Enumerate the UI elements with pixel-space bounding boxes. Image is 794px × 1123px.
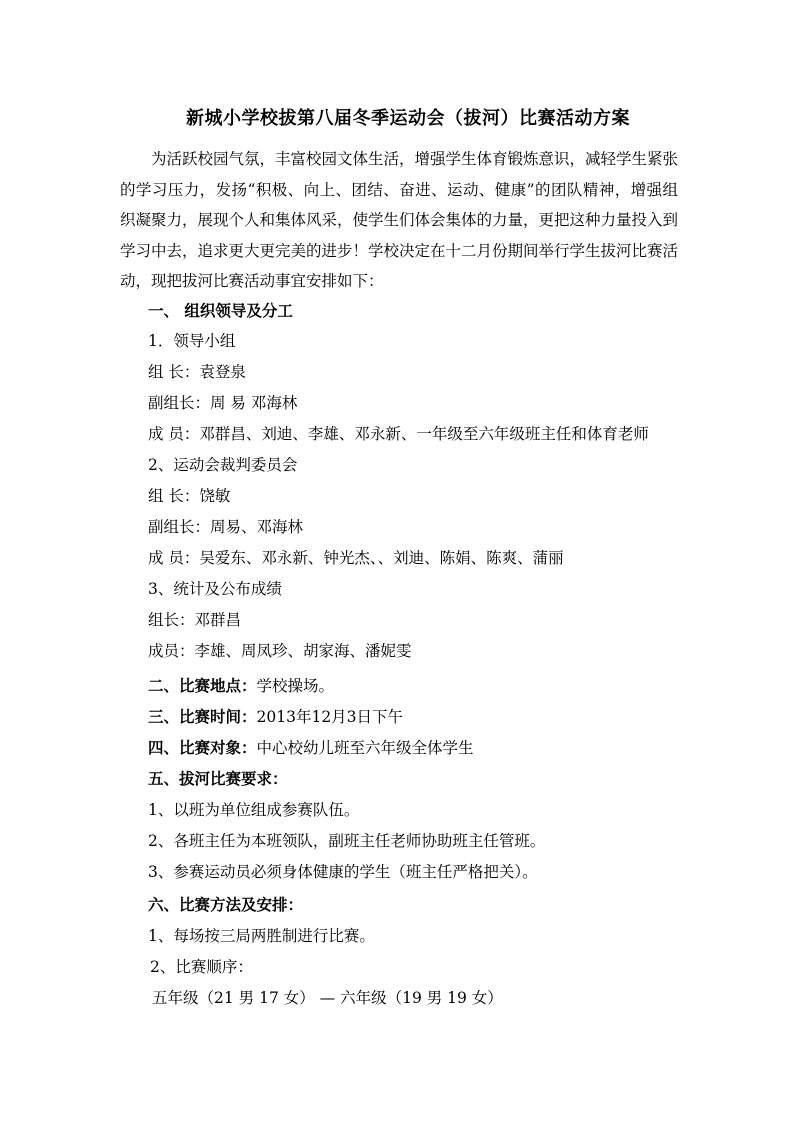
section1-heading: 一、 组织领导及分工	[148, 301, 293, 320]
statistics-heading: 3、统计及公布成绩	[148, 580, 282, 598]
method-2: 2、比赛顺序：	[150, 958, 253, 976]
requirement-3: 3、参赛运动员必须身体健康的学生（班主任严格把关）。	[148, 863, 538, 881]
leadership-deputy: 副组长：周 易 邓海林	[148, 394, 298, 412]
section2-value: 学校操场。	[256, 677, 335, 695]
leadership-leader: 组 长：袁登泉	[148, 363, 246, 381]
referee-members: 成 员：吴爱东、邓永新、钟光杰、、刘迪、陈娟、陈爽、蒲丽	[148, 549, 564, 567]
referee-committee-heading: 2、运动会裁判委员会	[148, 456, 298, 474]
intro-text: 为活跃校园气氛，丰富校园文体生活，增强学生体育锻炼意识，减轻学生紧张的学习压力，发扬“积极、向上、团结、奋进、运动、健康”的团队精神，增强组织凝聚力，展现个人和集体风采，使学生们体会集体的力量，更把这种力量投入到学习中去，追求更大更完美的进步！学校决定在十二月份期间举行学生拔河比赛活动，现把拔河比赛活动事宜安排如下：	[120, 150, 679, 290]
section4-value: 中心校幼儿班至六年级全体学生	[256, 739, 474, 757]
section2-line	[148, 676, 334, 696]
requirement-2: 2、各班主任为本班领队，副班主任老师协助班主任管班。	[148, 832, 546, 850]
referee-leader: 组 长：饶敏	[148, 487, 231, 505]
statistics-members: 成员：李雄、周凤珍、胡家海、潘妮雯	[148, 642, 412, 660]
match-1: 五年级（21 男 17 女） — 六年级（19 男 19 女）	[152, 989, 503, 1007]
section4-line	[148, 738, 474, 758]
section3-label: 三、比赛时间：	[148, 707, 257, 726]
section2-label: 二、比赛地点：	[148, 676, 257, 695]
section4-label: 四、比赛对象：	[148, 738, 257, 757]
intro-paragraph	[120, 144, 678, 297]
section3-line	[148, 707, 403, 727]
document-title: 新城小学校拔第八届冬季运动会（拔河）比赛活动方案	[186, 108, 630, 129]
statistics-leader: 组长：邓群昌	[148, 611, 242, 629]
referee-deputy: 副组长：周易、邓海林	[148, 518, 304, 536]
section5-heading: 五、拔河比赛要求：	[148, 769, 288, 788]
section6-heading: 六、比赛方法及安排：	[148, 895, 304, 914]
leadership-group-heading: 1．领导小组	[148, 332, 236, 350]
requirement-1: 1、以班为单位组成参赛队伍。	[148, 801, 360, 819]
method-1: 1、每场按三局两胜制进行比赛。	[148, 927, 375, 945]
section3-value: 2013年12月3日下午	[256, 708, 404, 726]
leadership-members: 成 员：邓群昌、刘迪、李雄、邓永新、一年级至六年级班主任和体育老师	[148, 425, 649, 443]
